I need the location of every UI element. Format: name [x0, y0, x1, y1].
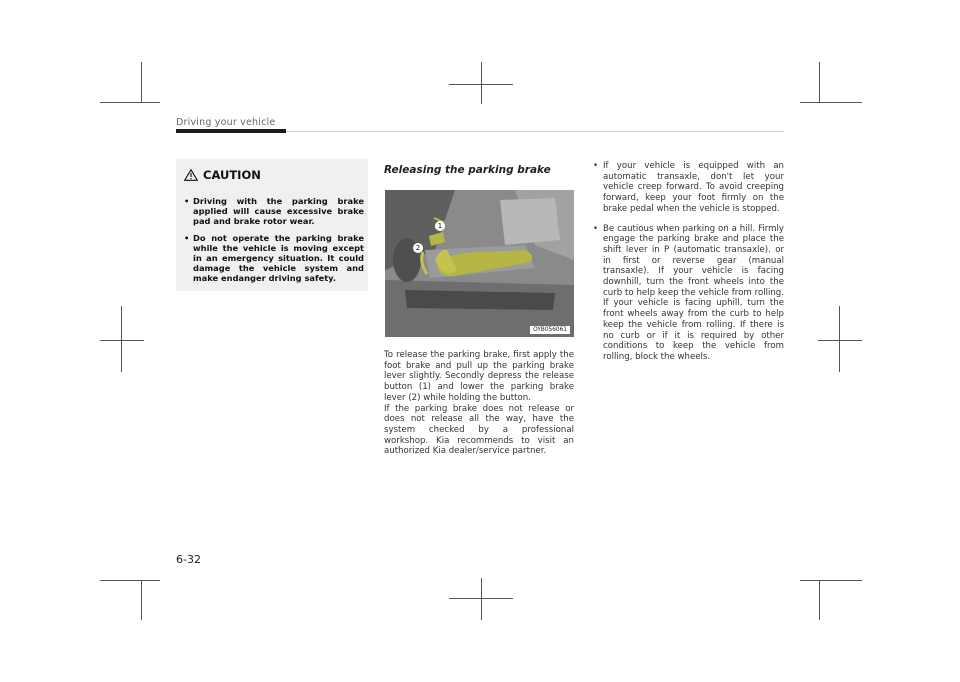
page-number: 6-32: [176, 553, 201, 566]
figure-code: OYB056061: [530, 326, 570, 334]
warning-triangle-icon: [184, 169, 198, 181]
section-header: Driving your vehicle: [176, 117, 276, 128]
caution-item: • Do not operate the parking brake while the vehicle is moving except in an emergency situation. It could damage the vehicle system and make endanger driving safety.: [184, 233, 364, 284]
parking-brake-illustration: [385, 190, 574, 337]
body-text: [384, 350, 574, 457]
callout-2: 2: [413, 243, 423, 253]
caution-title: CAUTION: [203, 168, 261, 182]
caution-item: • Driving with the parking brake applied will cause excessive brake pad and brake rotor wear.: [184, 196, 364, 227]
caution-box: [176, 159, 368, 291]
section-title: Releasing the parking brake: [384, 164, 551, 176]
header-rule: [286, 131, 784, 132]
list-item: • If your vehicle is equipped with an automatic transaxle, don't let your vehicle creep forward. To avoid creeping forward, keep your foot firmly on the brake pedal when the vehicle is stopped.: [592, 161, 784, 215]
caution-heading: [184, 168, 261, 182]
caution-list: [184, 196, 364, 290]
header-bar: [176, 129, 286, 133]
parking-tips-list: [592, 161, 784, 372]
list-item: • Be cautious when parking on a hill. Firmly engage the parking brake and place the shift lever in P (automatic transaxle). or in first or reverse gear (manual transaxle). If your vehicle is facing downhill, turn the front wheels into the curb to help keep the vehicle from rolling. If your vehicle is facing uphill, turn the front wheels away from the curb to help keep the vehicle from rolling. If there is no curb or if it is required by other conditions to keep the vehicle from rolling, block the wheels.: [592, 224, 784, 363]
paragraph: If the parking brake does not release or does not release all the way, have the system checked by a professional workshop. Kia recommends to visit an authorized Kia dealer/service partner.: [384, 403, 574, 457]
paragraph: To release the parking brake, first apply the foot brake and pull up the parking brake lever slightly. Secondly depress the release button (1) and lower the parking brake lever (2) while holding the button.: [384, 350, 574, 403]
callout-1: 1: [435, 221, 445, 231]
parking-brake-figure: [385, 190, 574, 337]
